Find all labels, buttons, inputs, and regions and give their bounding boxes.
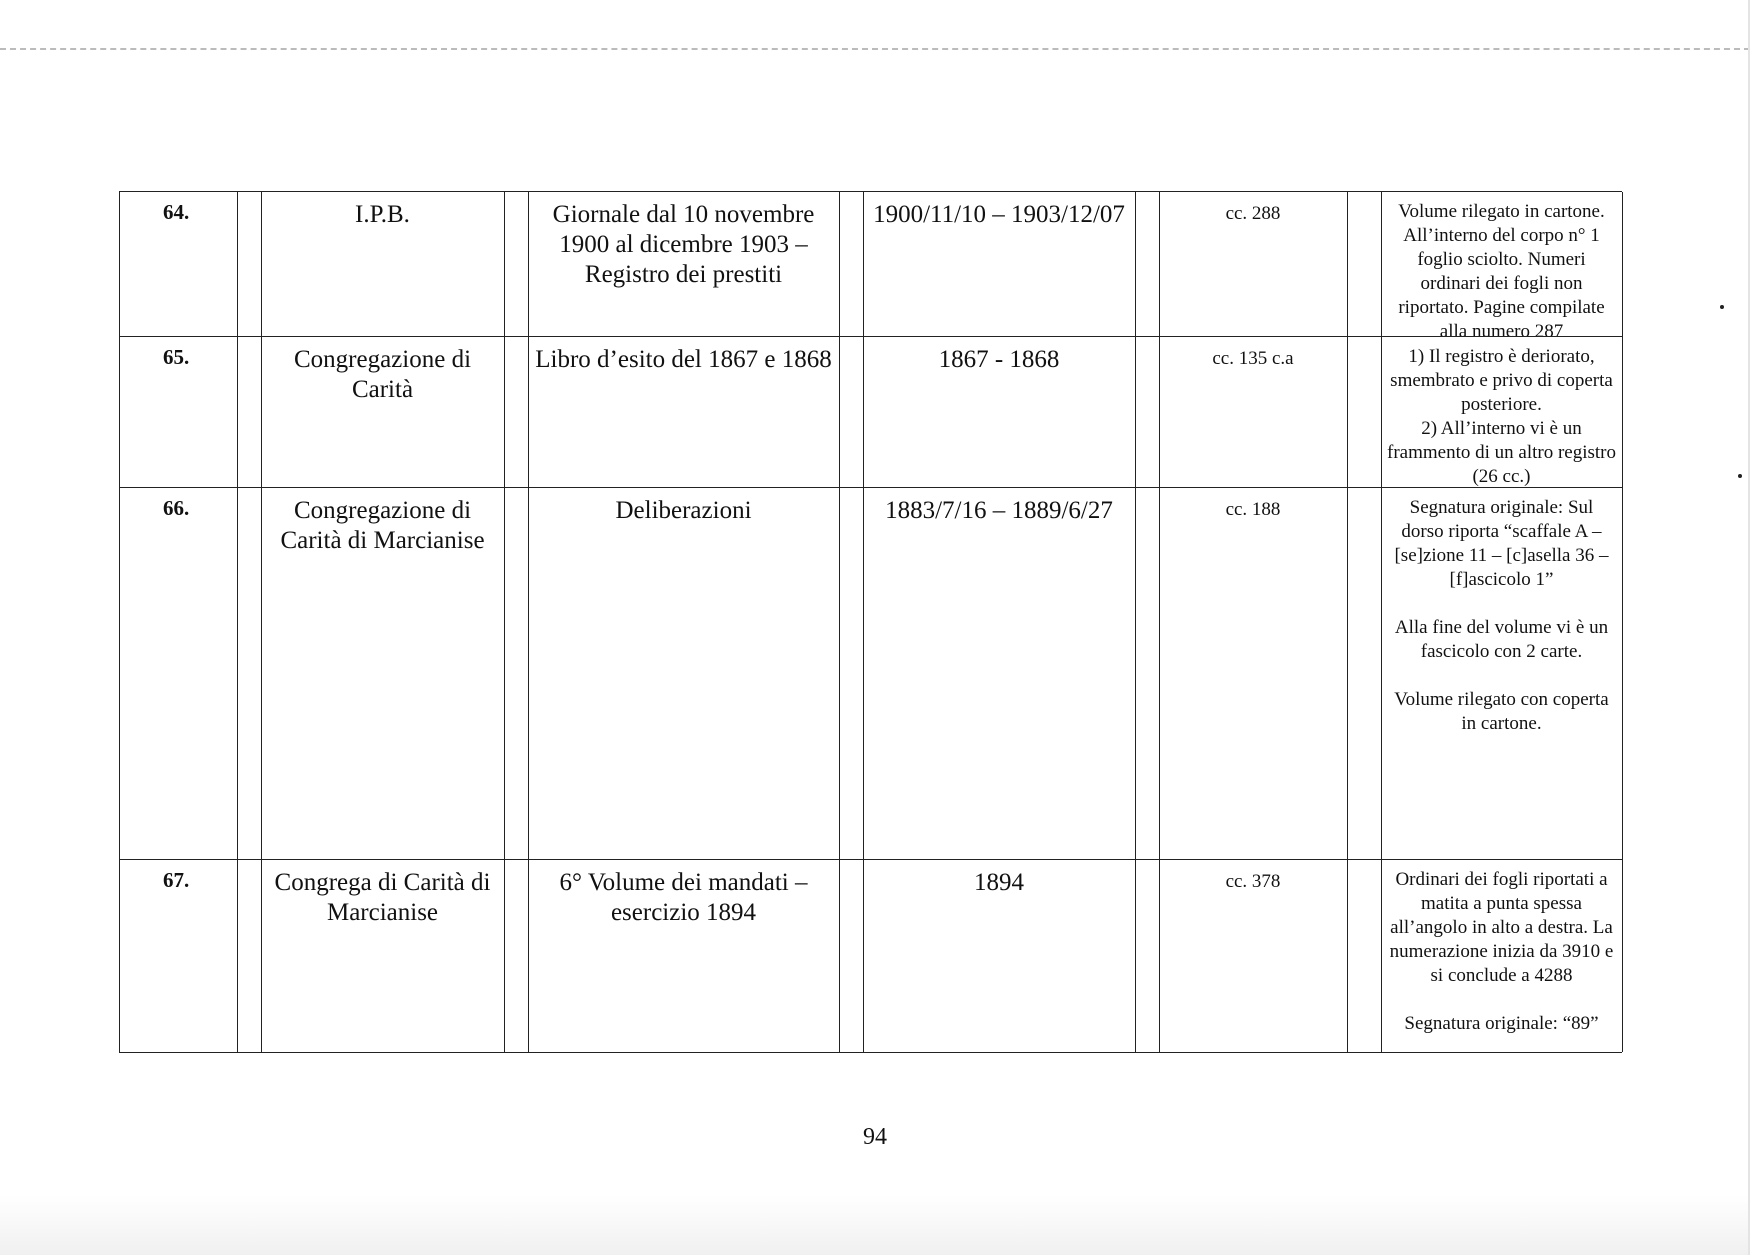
sheet-count: cc. 288 [1225, 203, 1281, 224]
entity-name: Congregazione di Carità [293, 346, 472, 403]
table-row [119, 336, 1622, 488]
entry-number: 66. [163, 496, 190, 520]
scan-speck [1720, 305, 1724, 309]
scan-dashed-edge [0, 48, 1750, 50]
entry-number: 64. [163, 200, 190, 224]
document-title: Libro d’esito del 1867 e 1868 [535, 346, 832, 373]
date-range: 1900/11/10 – 1903/12/07 [873, 201, 1125, 228]
table-row [119, 191, 1622, 342]
notes: Volume rilegato in cartone. All’interno del corpo n° 1 foglio sciolto. Numeri ordinari dei fogli non riportato. Pagine compilate alla numero 287 [1398, 201, 1605, 342]
date-range: 1883/7/16 – 1889/6/27 [885, 497, 1113, 524]
document-title: Giornale dal 10 novembre 1900 al dicembre 1903 – Registro dei prestiti [552, 201, 815, 288]
document-title: 6° Volume dei mandati – esercizio 1894 [559, 869, 808, 926]
notes: Ordinari dei fogli riportati a matita a punta spessa all’angolo in alto a destra. La numerazione inizia da 3910 e si conclude a 4288 Segnatura originale: “89” [1389, 869, 1614, 1034]
sheet-count: cc. 135 c.a [1212, 348, 1294, 369]
entity-name: Congrega di Carità di Marcianise [274, 869, 491, 926]
sheet-count: cc. 378 [1225, 871, 1281, 892]
sheet-count: cc. 188 [1225, 499, 1281, 520]
date-range: 1894 [974, 869, 1024, 896]
notes: 1) Il registro è deriorato, smembrato e privo di coperta posteriore. 2) All’interno vi è un frammento di un altro registro (26 cc.) [1387, 346, 1616, 487]
page-number: 94 [863, 1124, 887, 1150]
date-range: 1867 - 1868 [938, 346, 1060, 373]
table-row [119, 487, 1622, 860]
entity-name: I.P.B. [355, 201, 410, 228]
entry-number: 65. [163, 345, 190, 369]
document-title: Deliberazioni [615, 497, 752, 524]
entry-number: 67. [163, 868, 190, 892]
scan-bottom-shadow [0, 1195, 1750, 1255]
notes: Segnatura originale: Sul dorso riporta “scaffale A – [se]zione 11 – [c]asella 36 – [f]ascicolo 1” Alla fine del volume vi è un fascicolo con 2 carte. Volume rilegato con coperta in cartone. [1394, 497, 1609, 734]
entity-name: Congregazione di Carità di Marcianise [280, 497, 485, 554]
table-row [119, 859, 1622, 1053]
scan-speck [1738, 474, 1742, 478]
